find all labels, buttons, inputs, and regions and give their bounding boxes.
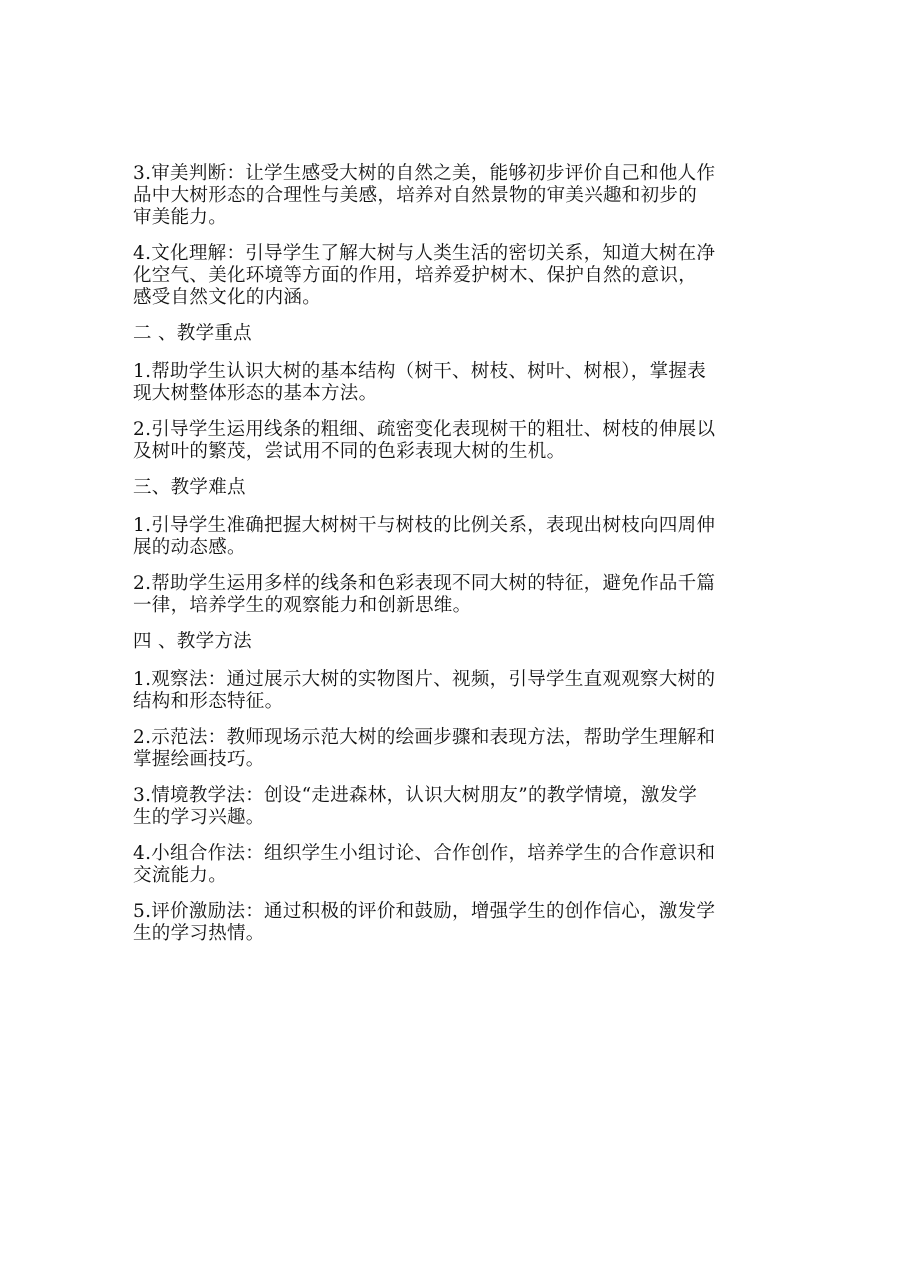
- paragraph-line: 感受自然文化的内涵。: [133, 287, 322, 308]
- paragraph-line: 现大树整体形态的基本方法。: [133, 383, 378, 404]
- paragraph-line: 4.小组合作法：组织学生小组讨论、合作创作，培养学生的合作意识和: [133, 843, 716, 864]
- paragraph-line: 一律，培养学生的观察能力和创新思维。: [133, 595, 472, 616]
- paragraph: [133, 669, 778, 713]
- paragraph: [133, 573, 778, 617]
- paragraph-line: 1.引导学生准确把握大树树干与树枝的比例关系，表现出树枝向四周伸: [133, 515, 716, 536]
- paragraph-line: 及树叶的繁茂，尝试用不同的色彩表现大树的生机。: [133, 441, 566, 462]
- paragraph: [133, 843, 778, 887]
- paragraph-line: 2.帮助学生运用多样的线条和色彩表现不同大树的特征，避免作品千篇: [133, 573, 716, 594]
- section-heading: 四 、教学方法: [133, 631, 252, 652]
- paragraph-line: 交流能力。: [133, 865, 228, 886]
- section-heading: 二 、教学重点: [133, 323, 252, 344]
- paragraph-line: 展的动态感。: [133, 537, 246, 558]
- paragraph-line: 掌握绘画技巧。: [133, 749, 265, 770]
- paragraph-line: 生的学习兴趣。: [133, 807, 265, 828]
- section-heading: 三、教学难点: [133, 477, 246, 498]
- paragraph-line: 结构和形态特征。: [133, 691, 284, 712]
- paragraph-line: 3.审美判断：让学生感受大树的自然之美，能够初步评价自己和他人作: [133, 163, 716, 184]
- paragraph: [133, 727, 778, 771]
- paragraph-line: 4.文化理解：引导学生了解大树与人类生活的密切关系，知道大树在净: [133, 243, 716, 264]
- paragraph-line: 化空气、美化环境等方面的作用，培养爱护树木、保护自然的意识，: [133, 265, 698, 286]
- paragraph-line: 2.引导学生运用线条的粗细、疏密变化表现树干的粗壮、树枝的伸展以: [133, 419, 716, 440]
- document-body: [133, 163, 778, 959]
- paragraph: [133, 785, 778, 829]
- paragraph-line: 审美能力。: [133, 207, 228, 228]
- paragraph: [133, 243, 778, 309]
- paragraph-line: 1.帮助学生认识大树的基本结构（树干、树枝、树叶、树根），掌握表: [133, 361, 707, 382]
- paragraph: [133, 163, 778, 229]
- paragraph-line: 生的学习热情。: [133, 923, 265, 944]
- paragraph: [133, 515, 778, 559]
- paragraph-line: 2.示范法：教师现场示范大树的绘画步骤和表现方法，帮助学生理解和: [133, 727, 716, 748]
- paragraph-line: 1.观察法：通过展示大树的实物图片、视频，引导学生直观观察大树的: [133, 669, 716, 690]
- paragraph: [133, 419, 778, 463]
- paragraph-line: 3.情境教学法：创设“走进森林，认识大树朋友”的教学情境，激发学: [133, 785, 698, 806]
- paragraph: [133, 361, 778, 405]
- paragraph-line: 品中大树形态的合理性与美感，培养对自然景物的审美兴趣和初步的: [133, 185, 698, 206]
- paragraph-line: 5.评价激励法：通过积极的评价和鼓励，增强学生的创作信心，激发学: [133, 901, 716, 922]
- paragraph: [133, 901, 778, 945]
